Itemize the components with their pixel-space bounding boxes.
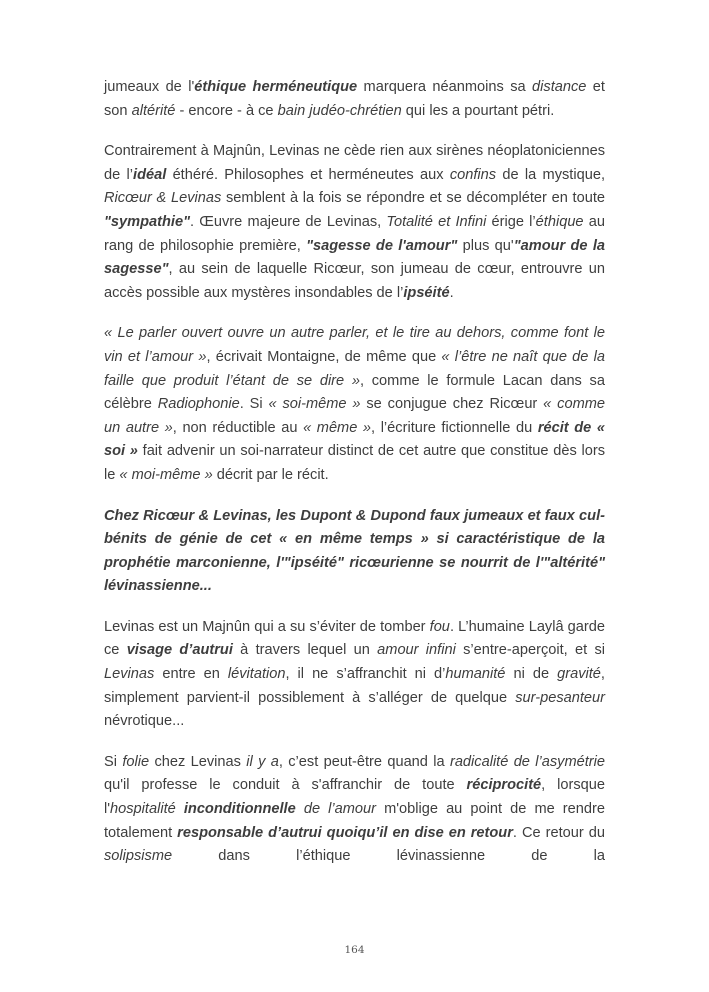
text-segment: chez Levinas <box>149 753 247 770</box>
text-segment: visage d’autrui <box>126 642 233 659</box>
text-segment: qui les a pourtant pétri. <box>401 102 555 119</box>
text-segment: . Œuvre majeure de Levinas, <box>190 213 387 230</box>
text-segment: fou <box>429 618 450 635</box>
text-segment: humanité <box>445 666 506 683</box>
paragraph-6 <box>104 751 605 869</box>
text-segment: « soi-même » <box>268 396 361 413</box>
text-segment: marquera néanmoins sa <box>357 79 533 95</box>
text-segment: Levinas est un Majnûn qui a su s’éviter de tomber <box>104 618 430 635</box>
text-segment: , écrivait Montaigne, de même que <box>206 348 442 365</box>
paragraph-2 <box>104 140 605 305</box>
text-segment: « même » <box>303 419 372 436</box>
text-segment: récit de « soi » <box>104 419 605 460</box>
paragraph-4 <box>104 505 605 599</box>
text-segment: - encore - à ce <box>175 102 278 119</box>
text-segment: , c’est peut-être quand la <box>278 753 450 770</box>
text-segment: « l’être ne naît que de la faille que produit l’étant de se dire » <box>104 348 605 389</box>
text-segment: réciprocité <box>466 777 542 794</box>
text-segment: radicalité de l’asymétrie <box>449 753 606 770</box>
text-segment: sur-pesanteur <box>515 689 605 706</box>
text-segment: Radiophonie <box>157 396 240 413</box>
text-segment: décrit par le récit. <box>212 466 329 483</box>
text-segment: inconditionnelle <box>183 801 296 818</box>
text-segment: altérité <box>131 102 176 119</box>
text-segment: "sagesse de l'amour" <box>306 237 458 254</box>
text-segment: folie <box>122 753 150 770</box>
text-segment: amour infini <box>377 642 456 659</box>
text-segment: distance <box>532 79 587 95</box>
paragraph-3 <box>104 322 605 487</box>
text-segment: de l’amour <box>303 801 376 818</box>
text-segment: Totalité et Infini <box>386 213 487 230</box>
text-segment: Levinas <box>104 666 155 683</box>
text-segment: éthéré. Philosophes et herméneutes aux <box>166 166 450 183</box>
text-segment: ipséité <box>403 284 450 301</box>
text-segment: responsable d’autrui quoiqu’il en dise en retour <box>177 824 513 841</box>
text-segment: plus qu' <box>457 237 514 254</box>
text-segment: s’entre-aperçoit, et si <box>455 642 605 659</box>
text-segment: ni de <box>505 666 558 683</box>
text-segment: se conjugue chez Ricœur <box>360 396 544 413</box>
text-segment: Ricœur & Levinas <box>104 190 222 207</box>
text-segment: hospitalité <box>110 801 176 818</box>
text-segment: dans l’éthique lévinassienne de la <box>172 848 605 865</box>
text-segment: Si <box>104 753 123 770</box>
text-segment: il y a <box>246 753 279 770</box>
text-segment <box>176 801 184 817</box>
text-segment: "amour de la sagesse" <box>104 237 605 278</box>
text-segment: éthique <box>535 213 584 230</box>
text-segment: , simplement parvient-il possiblement à s’alléger de quelque <box>104 666 605 706</box>
text-segment: . <box>449 284 454 301</box>
text-segment: gravité <box>557 666 601 683</box>
text-segment: au rang de philosophie première, <box>104 213 605 254</box>
text-segment: Chez Ricœur & Levinas, les Dupont & Dupond faux jumeaux et faux cul-bénits de génie de cet « en même temps » si caractéristique de la prophétie marconienne, l'"ipséité" ricœurienne se nourrit de l'"altérité" lévinassienne... <box>104 507 605 595</box>
paragraph-5 <box>104 616 605 734</box>
text-segment: éthique herméneutique <box>194 79 358 95</box>
text-segment <box>296 801 304 817</box>
page-text-body <box>104 76 605 869</box>
text-segment: fait advenir un soi-narrateur distinct de cet autre que constitue dès lors le <box>104 443 605 483</box>
text-segment: "sympathie" <box>104 213 191 230</box>
text-segment: m'oblige au point de me rendre totalement <box>104 801 605 841</box>
text-segment: , lorsque l' <box>104 777 605 818</box>
text-segment: névrotique... <box>104 713 185 730</box>
text-segment: et son <box>104 79 605 119</box>
paragraph-1 <box>104 76 605 123</box>
text-segment: à travers lequel un <box>232 642 378 659</box>
text-segment: , non réductible au <box>172 419 304 436</box>
text-segment: érige l’ <box>486 213 536 230</box>
text-segment: « moi-même » <box>119 466 213 483</box>
text-segment: Contrairement à Majnûn, Levinas ne cède rien aux sirènes néoplatoniciennes de l’ <box>104 143 605 183</box>
page-number: 164 <box>344 944 365 956</box>
text-segment: « comme un autre » <box>104 396 605 436</box>
text-segment: jumeaux de l' <box>104 79 195 95</box>
text-segment: . L’humaine Laylâ garde ce <box>104 618 606 659</box>
text-segment: . Si <box>239 396 269 413</box>
text-segment: semblent à la fois se répondre et se décompléter en toute <box>221 190 605 207</box>
text-segment: de la mystique, <box>496 166 605 183</box>
text-segment: , au sein de laquelle Ricœur, son jumeau de cœur, entrouvre un accès possible aux mystères insondables de l’ <box>104 261 605 301</box>
text-segment: idéal <box>133 166 167 183</box>
text-segment: « Le parler ouvert ouvre un autre parler, et le tire au dehors, comme font le vin et l’amour » <box>104 325 605 365</box>
text-segment: , il ne s’affranchit ni d’ <box>285 666 446 683</box>
text-segment: , comme le formule Lacan dans sa célèbre <box>104 372 605 413</box>
text-segment: solipsisme <box>104 848 173 865</box>
text-segment: , l’écriture fictionnelle du <box>371 419 538 436</box>
text-segment: bain judéo-chrétien <box>277 102 402 119</box>
text-segment: . Ce retour du <box>512 824 605 841</box>
text-segment: entre en <box>154 666 228 683</box>
text-segment: confins <box>449 166 497 183</box>
text-segment: qu'il professe le conduit à s'affranchir de toute <box>104 777 467 794</box>
text-segment: lévitation <box>227 666 286 683</box>
